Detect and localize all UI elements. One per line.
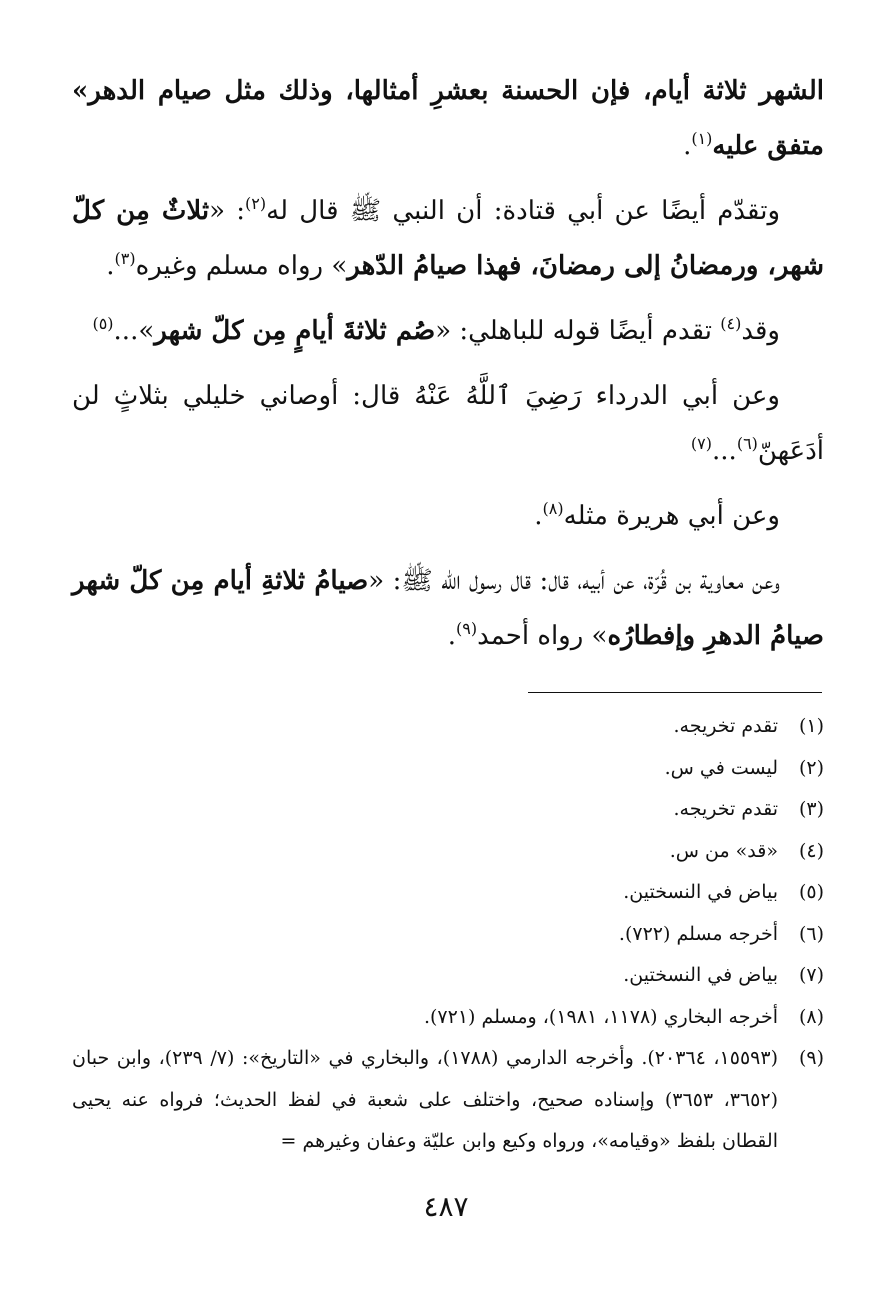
footnote-text: بياض في النسختين.	[623, 881, 778, 903]
footnote-ref: (٨)	[542, 499, 564, 518]
footnotes	[72, 706, 824, 1163]
footnote-text: تقدم تخريجه.	[673, 715, 778, 737]
paragraph-4: وعن أبي الدرداء رَضِيَ ٱللَّهُ عَنْهُ قال: أوصاني خليلي بثلاثٍ لن أدَعَهنّ$^{(٦)}$...$^{(٧)}$	[72, 381, 824, 466]
footnote-number: (٧)	[798, 964, 824, 986]
hadith-quote: صيامُ ثلاثةِ أيام مِن كلّ شهر صيامُ الدهرِ وإفطارُه	[72, 566, 824, 651]
paragraph-5: وعن أبي هريرة مثله$^{(٨)}$.	[534, 499, 780, 531]
footnote-number: (٢)	[798, 756, 824, 779]
footnote-number: (٣)	[798, 798, 824, 820]
footnote-text: بياض في النسختين.	[623, 964, 778, 986]
footnote-text: (١٥٥٩٣، ٢٠٣٦٤). وأخرجه الدارمي (١٧٨٨)، والبخاري في «التاريخ»: (٧/ ٢٣٩)، وابن حبان (٣٦٥٢، ٣٦٥٣) وإسناده صحيح، واختلف على شعبة في لفظ الحديث؛ فرواه عنه يحيى القطان بلفظ «وقيامه»، ورواه وكيع وابن عليّة وعفان وغيرهم =	[72, 1047, 779, 1152]
footnote-text: أخرجه مسلم (٧٢٢).	[618, 922, 778, 945]
footnote-item	[72, 914, 824, 956]
footnote-number: (٤)	[798, 839, 824, 862]
footnote-item	[72, 706, 824, 748]
footnote-number: (٩)	[798, 1047, 824, 1069]
footnote-ref: (٥)	[92, 314, 114, 333]
main-text	[72, 64, 824, 664]
footnote-text: «قد» من س.	[669, 839, 778, 862]
footnote-text: تقدم تخريجه.	[673, 798, 778, 820]
footnote-item	[72, 748, 824, 790]
footnote-item	[72, 831, 824, 873]
footnote-ref: (٧)	[690, 434, 713, 453]
footnote-ref: (١)	[691, 129, 713, 148]
footnote-number: (٥)	[798, 881, 824, 903]
footnote-number: (٨)	[798, 1005, 824, 1028]
hadith-quote: ثلاثٌ مِن كلّ شهر، ورمضانُ إلى رمضانَ، فهذا صيامُ الدّهر	[72, 196, 824, 281]
footnote-item	[72, 872, 824, 914]
footnote-item	[72, 997, 824, 1039]
page-number: ٤٨٧	[423, 1190, 469, 1223]
footnote-text: ليست في س.	[664, 756, 778, 779]
footnote-separator	[528, 692, 822, 693]
paragraph-3: وقد$^{(٤)}$ تقدم أيضًا قوله للباهلي: «صُم ثلاثةَ أيامٍ مِن كلّ شهر»...$^{(٥)}$	[92, 314, 780, 346]
footnote-text: أخرجه البخاري (١١٧٨، ١٩٨١)، ومسلم (٧٢١).	[423, 1005, 778, 1028]
footnote-item	[72, 789, 824, 831]
footnote-number: (٦)	[798, 922, 824, 945]
paragraph-1: الشهر ثلاثة أيام، فإن الحسنة بعشرِ أمثالها، وذلك مثل صيام الدهر» متفق عليه$^{(١)}$.	[72, 76, 824, 161]
footnote-ref: (٢)	[245, 194, 267, 213]
footnote-item	[72, 1038, 824, 1163]
footnote-number: (١)	[798, 715, 824, 737]
footnote-ref: (٣)	[114, 249, 136, 268]
paragraph-6: وعن معاوية بن قُرّة، عن أبيه، قال: قال رسول الله ﷺ: «صيامُ ثلاثةِ أيام مِن كلّ شهر صيامُ الدهرِ وإفطارُه» رواه أحمد$^{(٩)}$.	[72, 566, 824, 651]
footnote-ref: (٤)	[720, 314, 742, 333]
hadith-text: الشهر ثلاثة أيام، فإن الحسنة بعشرِ أمثالها، وذلك مثل صيام الدهر» متفق عليه	[72, 76, 824, 161]
footnote-ref: (٦)	[736, 434, 758, 453]
footnote-item	[72, 955, 824, 997]
hadith-quote: صُم ثلاثةَ أيامٍ مِن كلّ شهر	[154, 316, 436, 346]
paragraph-2: وتقدّم أيضًا عن أبي قتادة: أن النبي ﷺ قال له$^{(٢)}$: «ثلاثٌ مِن كلّ شهر، ورمضانُ إلى رمضانَ، فهذا صيامُ الدّهر» رواه مسلم وغيره$^{(٣)}$.	[72, 194, 824, 281]
footnote-ref: (٩)	[456, 619, 478, 638]
